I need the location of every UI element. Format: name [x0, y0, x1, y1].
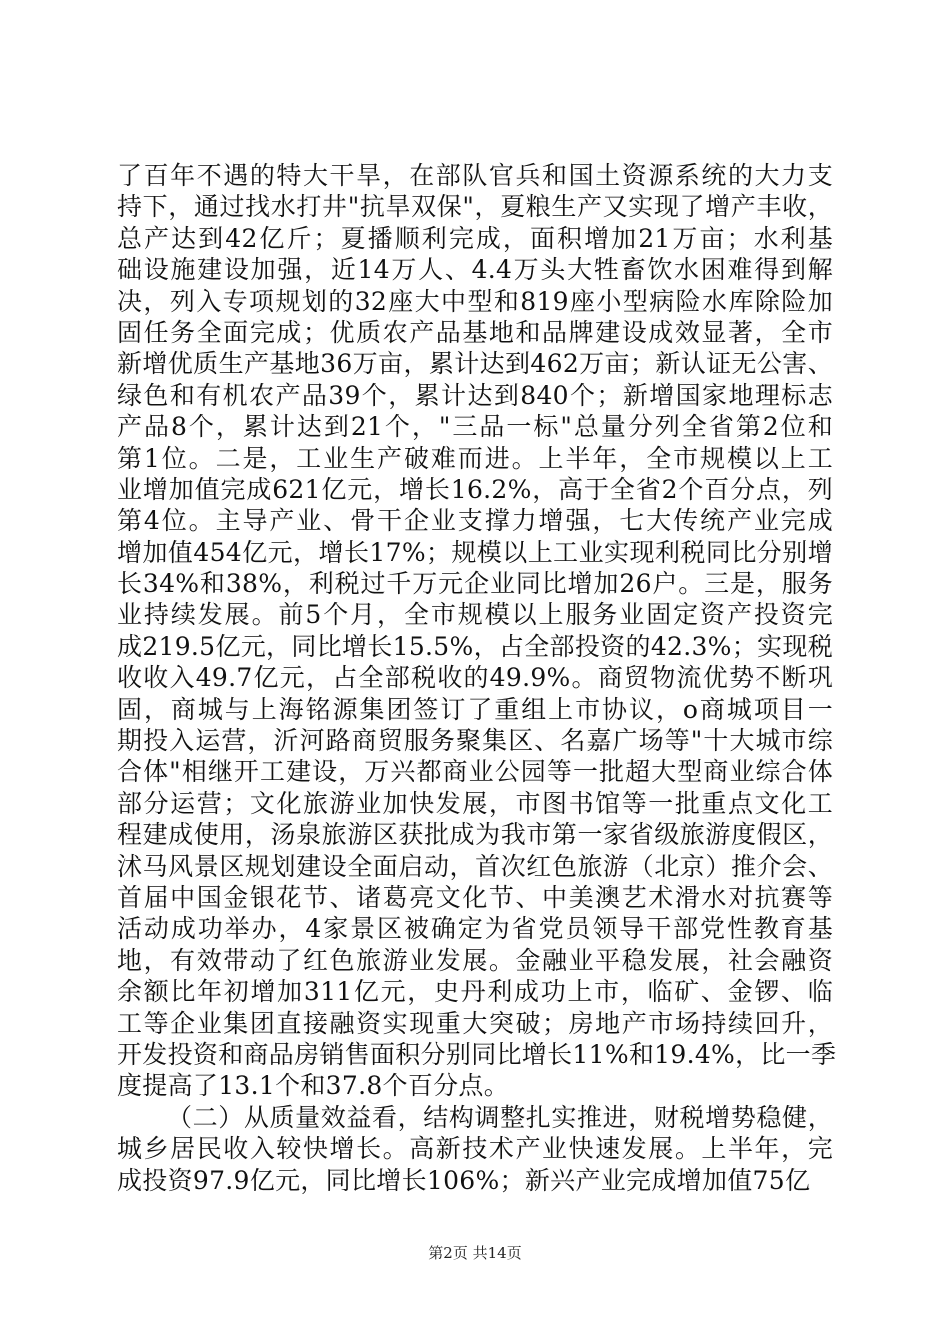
text-line: 第4位。主导产业、骨干企业支撑力增强，七大传统产业完成: [117, 506, 833, 536]
text-line: 余额比年初增加311亿元，史丹利成功上市，临矿、金锣、临: [117, 977, 833, 1007]
text-line: 了百年不遇的特大干旱，在部队官兵和国土资源系统的大力支: [117, 161, 833, 190]
text-line: 首届中国金银花节、诸葛亮文化节、中美澳艺术滑水对抗赛等: [117, 882, 833, 912]
text-line: 固，商城与上海铭源集团签订了重组上市协议，o商城项目一: [117, 694, 833, 724]
text-line: 第1位。二是，工业生产破难而进。上半年，全市规模以上工: [117, 443, 833, 473]
text-line: 部分运营；文化旅游业加快发展，市图书馆等一批重点文化工: [117, 788, 833, 818]
text-line: （二）从质量效益看，结构调整扎实推进，财税增势稳健，: [167, 1102, 833, 1132]
text-line: 业持续发展。前5个月，全市规模以上服务业固定资产投资完: [117, 600, 833, 630]
text-line: 总产达到42亿斤；夏播顺利完成，面积增加21万亩；水利基: [117, 223, 833, 253]
paragraph: [117, 1102, 833, 1196]
text-line: 成219.5亿元，同比增长15.5%，占全部投资的42.3%；实现税: [117, 631, 833, 661]
text-line: 合体"相继开工建设，万兴都商业公园等一批超大型商业综合体: [117, 757, 833, 787]
text-line: 地，有效带动了红色旅游业发展。金融业平稳发展，社会融资: [117, 945, 833, 975]
text-line: 活动成功举办，4家景区被确定为省党员领导干部党性教育基: [117, 914, 833, 944]
paragraph: [117, 160, 837, 1102]
text-line: 程建成使用，汤泉旅游区获批成为我市第一家省级旅游度假区，: [117, 820, 833, 850]
text-line: 持下，通过找水打井"抗旱双保"，夏粮生产又实现了增产丰收，: [117, 192, 833, 222]
text-line: 绿色和有机农产品39个，累计达到840个；新增国家地理标志: [117, 380, 833, 410]
text-line: 决，列入专项规划的32座大中型和819座小型病险水库除险加: [117, 286, 833, 316]
page-footer: 第2页 共14页: [428, 1244, 522, 1262]
text-line: 成投资97.9亿元，同比增长106%；新兴产业完成增加值75亿: [117, 1165, 811, 1195]
text-line: 长34%和38%，利税过千万元企业同比增加26户。三是，服务: [117, 569, 833, 599]
text-line: 产品8个，累计达到21个，"三品一标"总量分列全省第2位和: [117, 412, 833, 442]
text-line: 收收入49.7亿元，占全部税收的49.9%。商贸物流优势不断巩: [117, 663, 833, 693]
text-line: 础设施建设加强，近14万人、4.4万头大牲畜饮水困难得到解: [117, 255, 833, 285]
text-line: 增加值454亿元，增长17%；规模以上工业实现利税同比分别增: [117, 537, 833, 567]
text-line: 新增优质生产基地36万亩，累计达到462万亩；新认证无公害、: [117, 349, 833, 379]
text-line: 沭马风景区规划建设全面启动，首次红色旅游（北京）推介会、: [117, 851, 833, 881]
text-line: 工等企业集团直接融资实现重大突破；房地产市场持续回升，: [117, 1008, 833, 1038]
text-line: 固任务全面完成；优质农产品基地和品牌建设成效显著，全市: [117, 317, 833, 347]
document-body: [117, 160, 837, 1196]
text-line: 期投入运营，沂河路商贸服务聚集区、名嘉广场等"十大城市综: [117, 726, 833, 756]
text-line: 开发投资和商品房销售面积分别同比增长11%和19.4%，比一季: [117, 1039, 837, 1069]
text-line: 城乡居民收入较快增长。高新技术产业快速发展。上半年，完: [117, 1134, 833, 1164]
text-line: 度提高了13.1个和37.8个百分点。: [117, 1071, 510, 1101]
text-line: 业增加值完成621亿元，增长16.2%，高于全省2个百分点，列: [117, 474, 833, 504]
